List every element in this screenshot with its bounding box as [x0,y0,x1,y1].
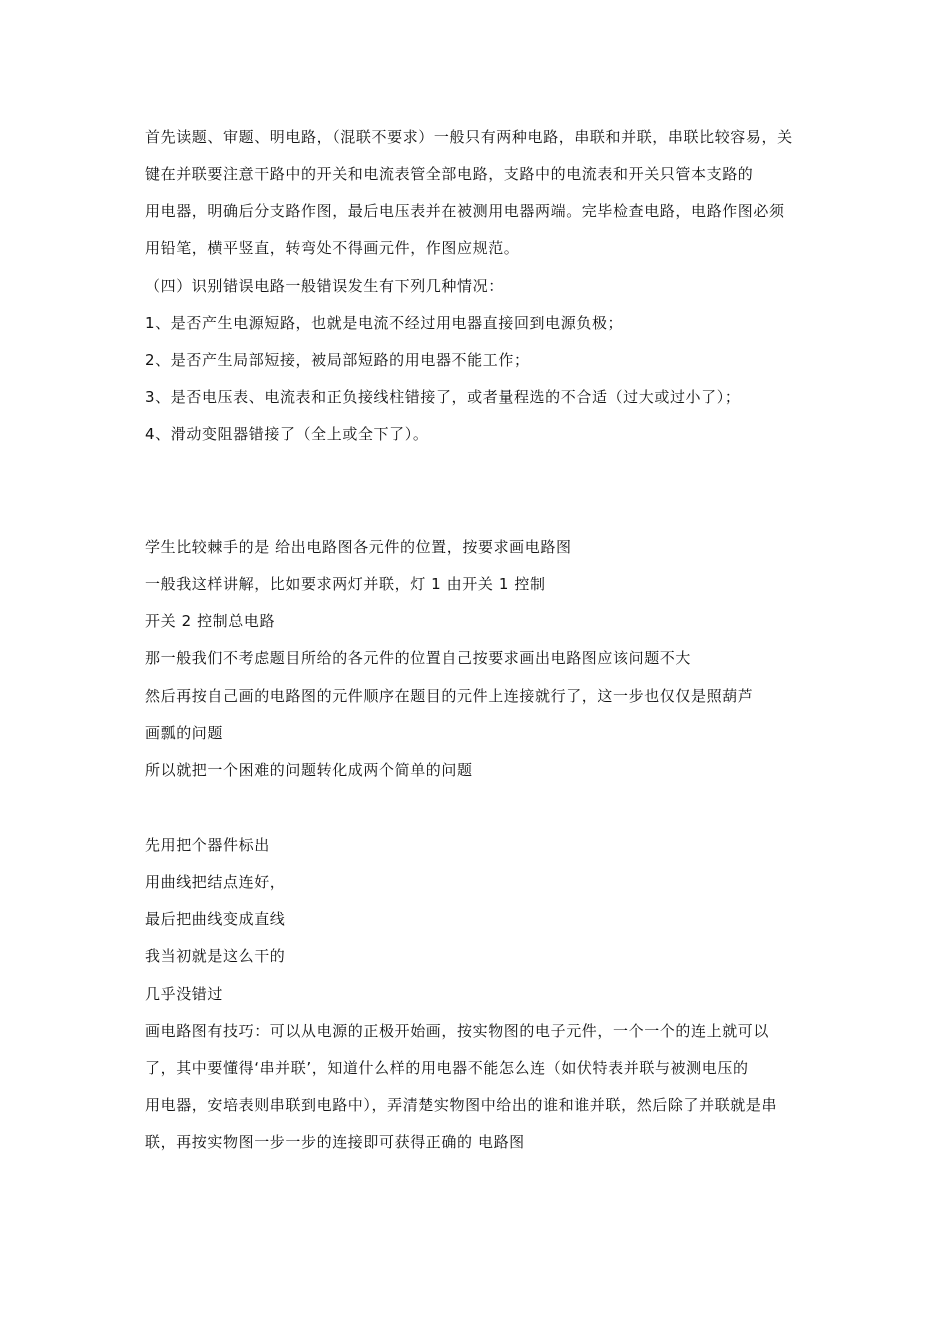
paragraph-line: 用电器，明确后分支路作图，最后电压表并在被测用电器两端。完毕检查电路，电路作图必须 [145,202,785,220]
paragraph-line: 学生比较棘手的是 给出电路图各元件的位置，按要求画电路图 [145,538,572,556]
paragraph-line: 联，再按实物图一步一步的连接即可获得正确的 电路图 [145,1133,525,1151]
paragraph-line: 了，其中要懂得‘串并联’，知道什么样的用电器不能怎么连（如伏特表并联与被测电压的 [145,1059,749,1077]
paragraph-line: 用曲线把结点连好， [145,873,286,891]
paragraph-line: 用铅笔，横平竖直，转弯处不得画元件，作图应规范。 [145,239,520,257]
paragraph-line: 开关 2 控制总电路 [145,612,276,630]
paragraph-line: 先用把个器件标出 [145,836,270,854]
paragraph-line: 画电路图有技巧：可以从电源的正极开始画，按实物图的电子元件，一个一个的连上就可以 [145,1022,770,1040]
paragraph-line: 然后再按自己画的电路图的元件顺序在题目的元件上连接就行了，这一步也仅仅是照葫芦 [145,687,754,705]
paragraph-line: 用电器，安培表则串联到电路中），弄清楚实物图中给出的谁和谁并联，然后除了并联就是串 [145,1096,778,1114]
paragraph-line: 我当初就是这么干的 [145,947,286,965]
list-item: 4、滑动变阻器错接了（全上或全下了）。 [145,425,429,443]
paragraph-line: 键在并联要注意干路中的开关和电流表管全部电路，支路中的电流表和开关只管本支路的 [145,165,754,183]
paragraph-line: 所以就把一个困难的问题转化成两个简单的问题 [145,761,473,779]
list-item: 3、是否电压表、电流表和正负接线柱错接了，或者量程选的不合适（过大或过小了）； [145,388,741,406]
paragraph-line: 最后把曲线变成直线 [145,910,286,928]
paragraph-line: 画瓢的问题 [145,724,224,742]
paragraph-line: 一般我这样讲解，比如要求两灯并联，灯 1 由开关 1 控制 [145,575,546,593]
paragraph-line: 首先读题、审题、明电路，（混联不要求）一般只有两种电路，串联和并联，串联比较容易，关 [145,128,793,146]
paragraph-line: 那一般我们不考虑题目所给的各元件的位置自己按要求画出电路图应该问题不大 [145,649,692,667]
section-heading: （四）识别错误电路一般错误发生有下列几种情况： [145,277,504,295]
list-item: 1、是否产生电源短路，也就是电流不经过用电器直接回到电源负极； [145,314,624,332]
list-item: 2、是否产生局部短接，被局部短路的用电器不能工作； [145,351,530,369]
paragraph-line: 几乎没错过 [145,985,224,1003]
